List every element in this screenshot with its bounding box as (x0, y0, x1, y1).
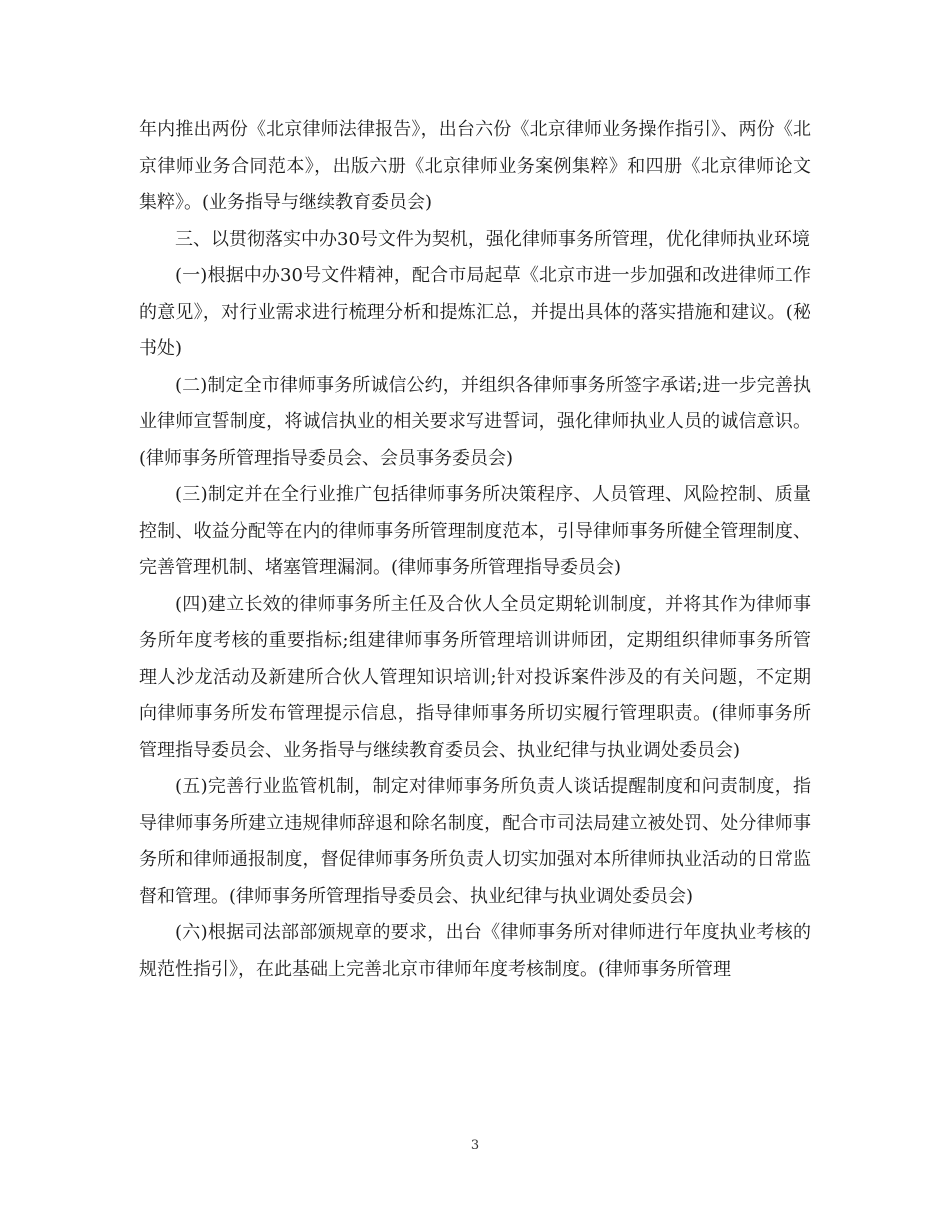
paragraph-item-6: (六)根据司法部部颁规章的要求，出台《律师事务所对律师进行年度执业考核的规范性指引》，在此基础上完善北京市律师年度考核制度。(律师事务所管理 (139, 922, 811, 980)
paragraph-continuation: 年内推出两份《北京律师法律报告》，出台六份《北京律师业务操作指引》、两份《北京律师业务合同范本》，出版六册《北京律师业务案例集粹》和四册《北京律师论文集粹》。(业务指导与继续教育委员会) (139, 119, 811, 213)
paragraph-item-5: (五)完善行业监管机制，制定对律师事务所负责人谈话提醒制度和问责制度，指导律师事务所建立违规律师辞退和除名制度，配合市司法局建立被处罚、处分律师事务所和律师通报制度，督促律师事务所负责人切实加强对本所律师执业活动的日常监督和管理。(律师事务所管理指导委员会、执业纪律与执业调处委员会) (139, 776, 811, 907)
page-number: 3 (470, 1138, 480, 1153)
section-heading: 三、以贯彻落实中办30号文件为契机，强化律师事务所管理，优化律师执业环境 (175, 228, 810, 250)
paragraph-item-1: (一)根据中办30号文件精神，配合市局起草《北京市进一步加强和改进律师工作的意见》，对行业需求进行梳理分析和提炼汇总，并提出具体的落实措施和建议。(秘书处) (139, 265, 811, 359)
paragraph-item-2: (二)制定全市律师事务所诚信公约，并组织各律师事务所签字承诺;进一步完善执业律师宣誓制度，将诚信执业的相关要求写进誓词，强化律师执业人员的诚信意识。(律师事务所管理指导委员会、会员事务委员会) (139, 374, 811, 469)
paragraph-item-4: (四)建立长效的律师事务所主任及合伙人全员定期轮训制度，并将其作为律师事务所年度考核的重要指标;组建律师事务所管理培训讲师团，定期组织律师事务所管理人沙龙活动及新建所合伙人管理知识培训;针对投诉案件涉及的有关问题，不定期向律师事务所发布管理提示信息，指导律师事务所切实履行管理职责。(律师事务所管理指导委员会、业务指导与继续教育委员会、执业纪律与执业调处委员会) (139, 593, 811, 761)
paragraph-item-3: (三)制定并在全行业推广包括律师事务所决策程序、人员管理、风险控制、质量控制、收益分配等在内的律师事务所管理制度范本，引导律师事务所健全管理制度、完善管理机制、堵塞管理漏洞。(律师事务所管理指导委员会) (139, 484, 811, 578)
document-body (139, 112, 811, 988)
